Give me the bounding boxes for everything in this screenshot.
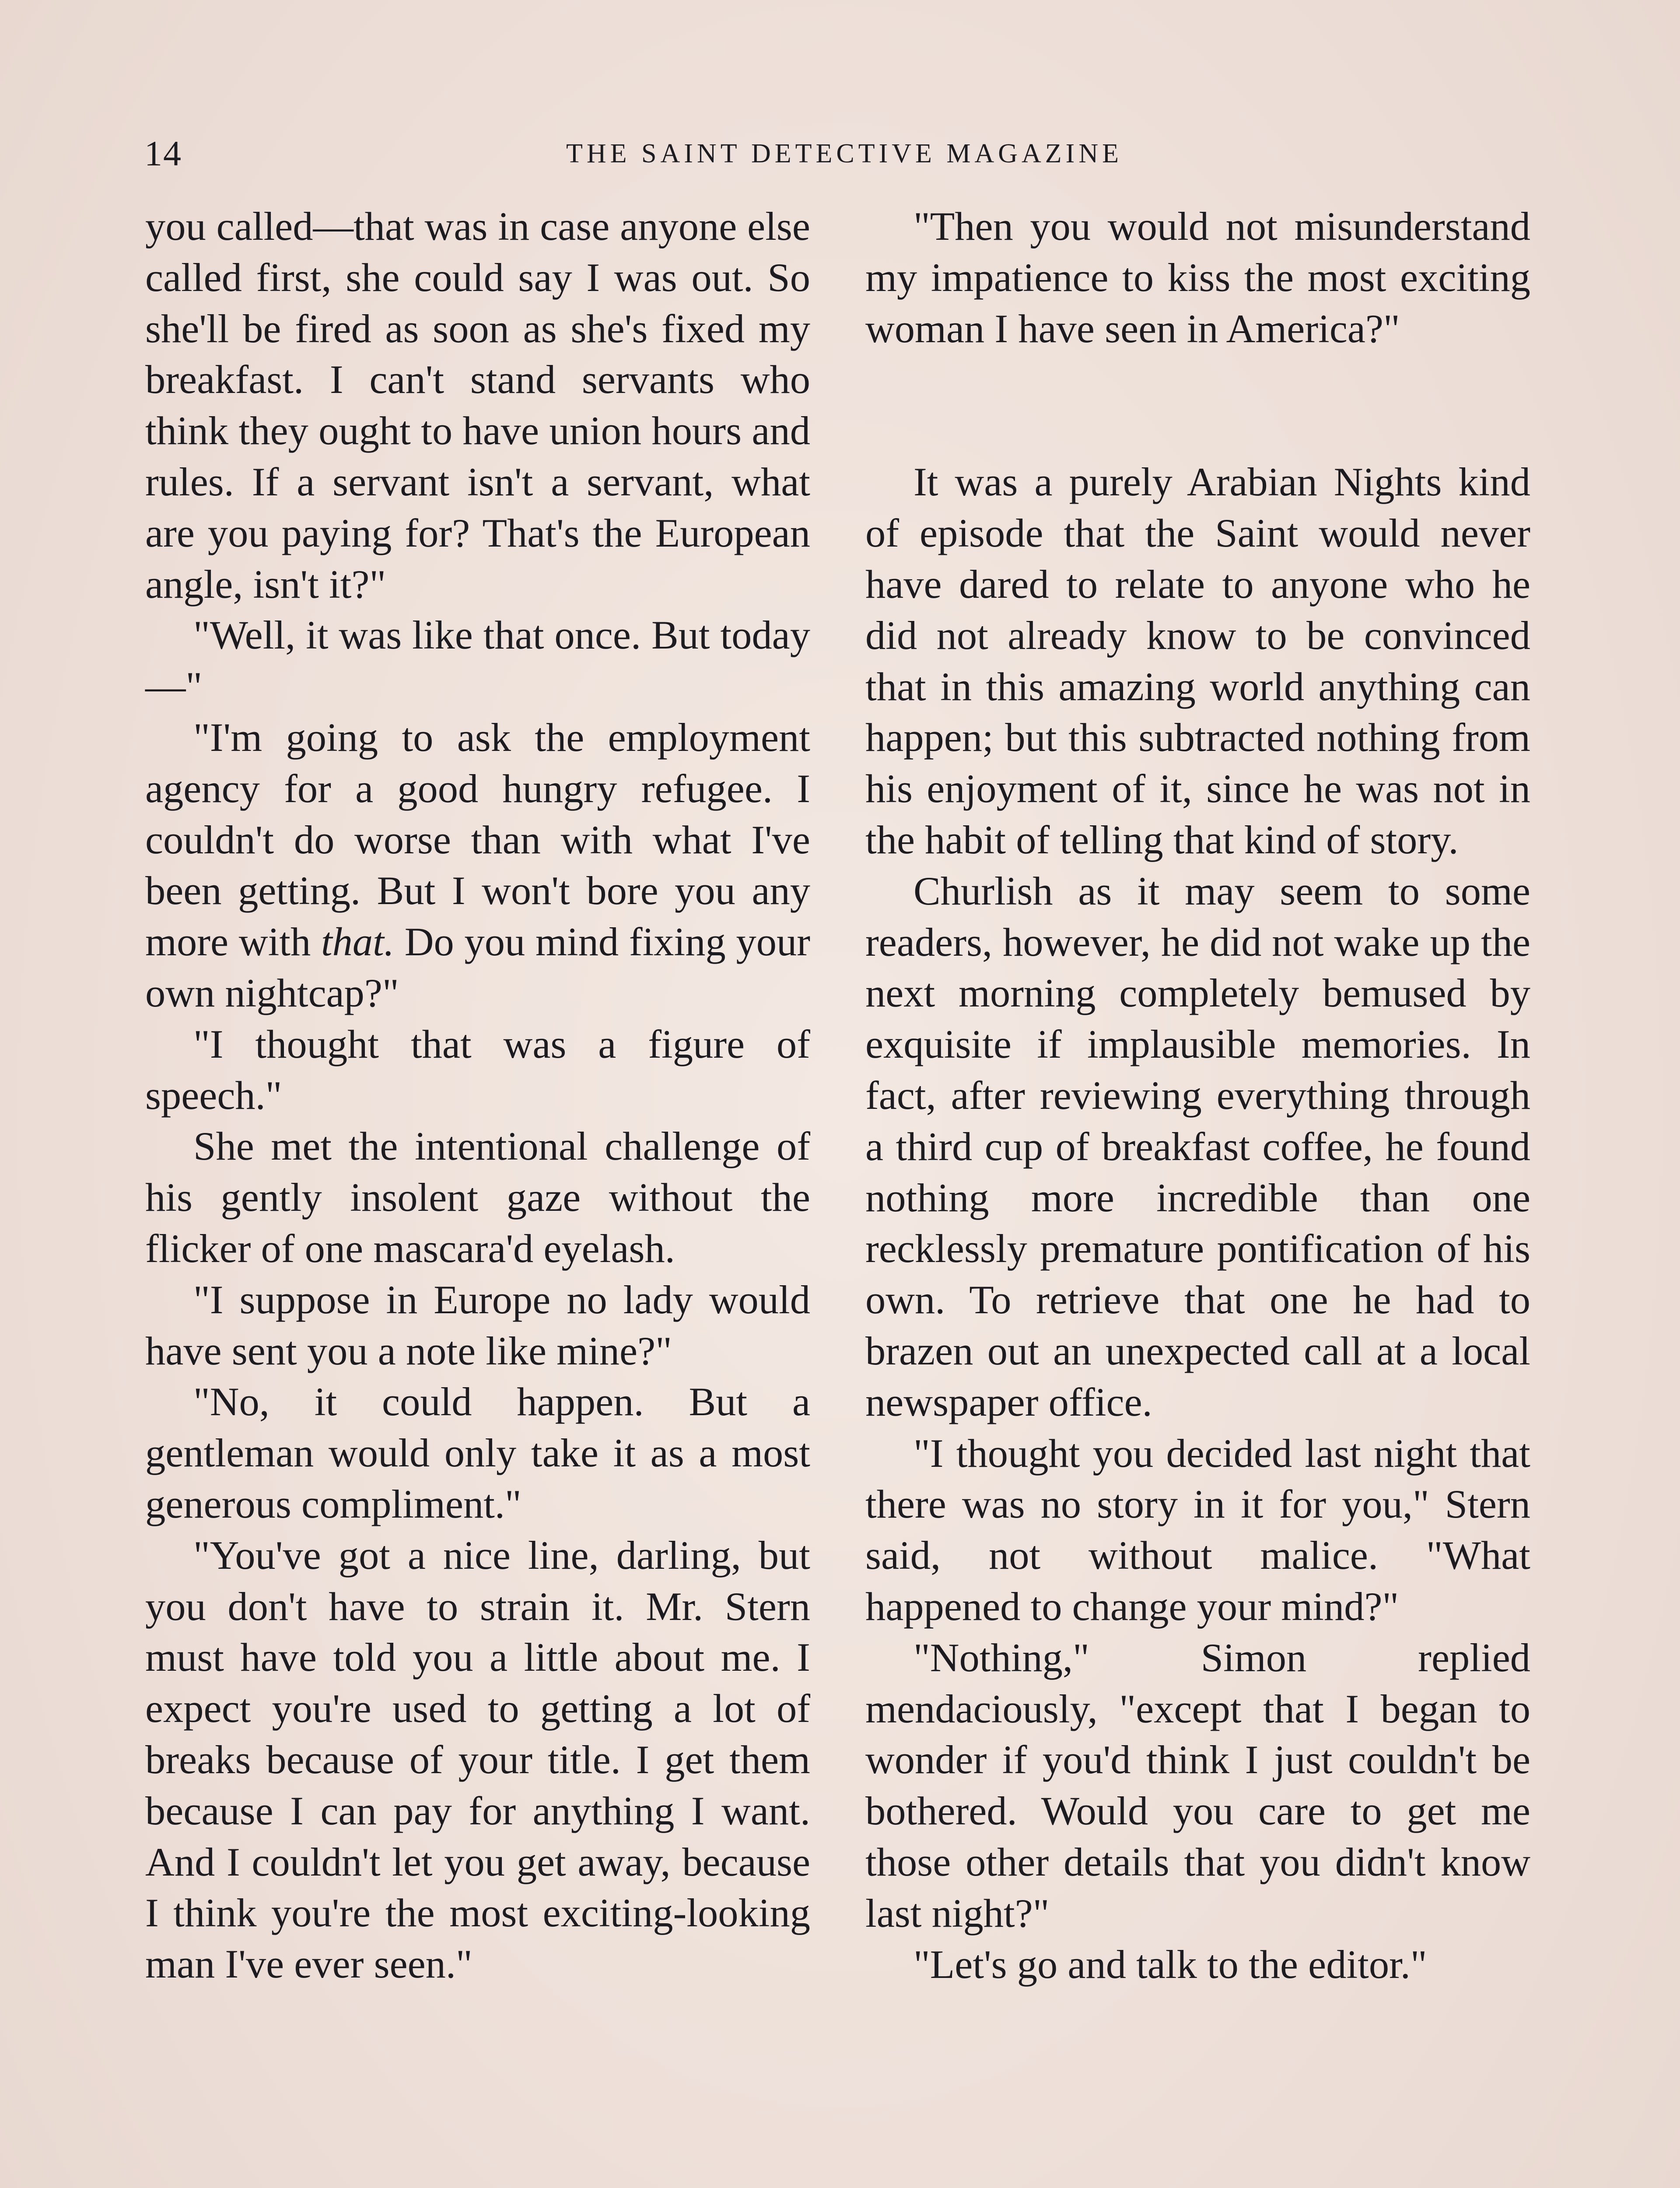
paragraph: "I thought that was a figure of speech." [145, 1022, 810, 1118]
running-head: THE SAINT DETECTIVE MAGAZINE [566, 139, 1123, 168]
paragraph [145, 712, 810, 1019]
paragraph: It was a purely Arabian Nights kind of episode that the Saint would never have dared to relate to anyone who he did not already know to be convinced that in this amazing world anything can happen; but this subtracted nothing from his enjoyment of it, since he was not in the habit of telling that kind of story. [865, 460, 1530, 863]
paragraph: "Then you would not misunderstand my impatience to kiss the most exciting woman I have seen in America?" [865, 204, 1530, 351]
paragraph: "I thought you decided last night that there was no story in it for you," Stern said, not without malice. "What happened to change your mind?" [865, 1431, 1530, 1629]
paragraph-text: "I'm going to ask the employment agency for a good hungry refugee. I couldn't do worse than with what I've been getting. But I won't bore you any more with [145, 715, 810, 965]
page-header [144, 130, 1544, 178]
paragraph: "Well, it was like that once. But today—" [145, 613, 810, 709]
paragraph: Churlish as it may seem to some readers, however, he did not wake up the next morning completely bemused by exquisite if implausible memories. In fact, after reviewing everything through a third cup of breakfast coffee, he found nothing more incredible than one recklessly premature pontification of his own. To retrieve that one he had to brazen out an unexpected call at a local newspaper office. [865, 869, 1530, 1425]
paragraph: "No, it could happen. But a gentleman would only take it as a most generous compliment." [145, 1380, 810, 1527]
right-column [865, 201, 1530, 1990]
paragraph: "Let's go and talk to the editor." [914, 1942, 1427, 1987]
left-column [145, 201, 810, 1990]
paragraph: you called—that was in case anyone else called first, she could say I was out. So she'll be fired as soon as she's fixed my breakfast. I can't stand servants who think they ought to have union hours and rules. If a servant isn't a servant, what are you paying for? That's the European angle, isn't it?" [145, 204, 810, 607]
paragraph: "You've got a nice line, darling, but you don't have to strain it. Mr. Stern must have told you a little about me. I expect you're used to getting a lot of breaks because of your title. I get them because I can pay for anything I want. And I couldn't let you get away, because I think you're the most exciting-looking man I've ever seen." [145, 1533, 810, 1987]
page-number: 14 [144, 133, 182, 173]
paragraph: She met the intentional challenge of his gently insolent gaze without the flicker of one mascara'd eyelash. [145, 1124, 810, 1271]
italic-emphasis: that. [321, 920, 394, 965]
paragraph-text: Do you mind fixing your own nightcap?" [145, 920, 811, 1016]
paragraph: "I suppose in Europe no lady would have sent you a note like mine?" [145, 1277, 810, 1374]
paragraph: "Nothing," Simon replied mendaciously, "except that I began to wonder if you'd think I just couldn't be bothered. Would you care to get me those other details that you didn't know last night?" [865, 1635, 1530, 1936]
